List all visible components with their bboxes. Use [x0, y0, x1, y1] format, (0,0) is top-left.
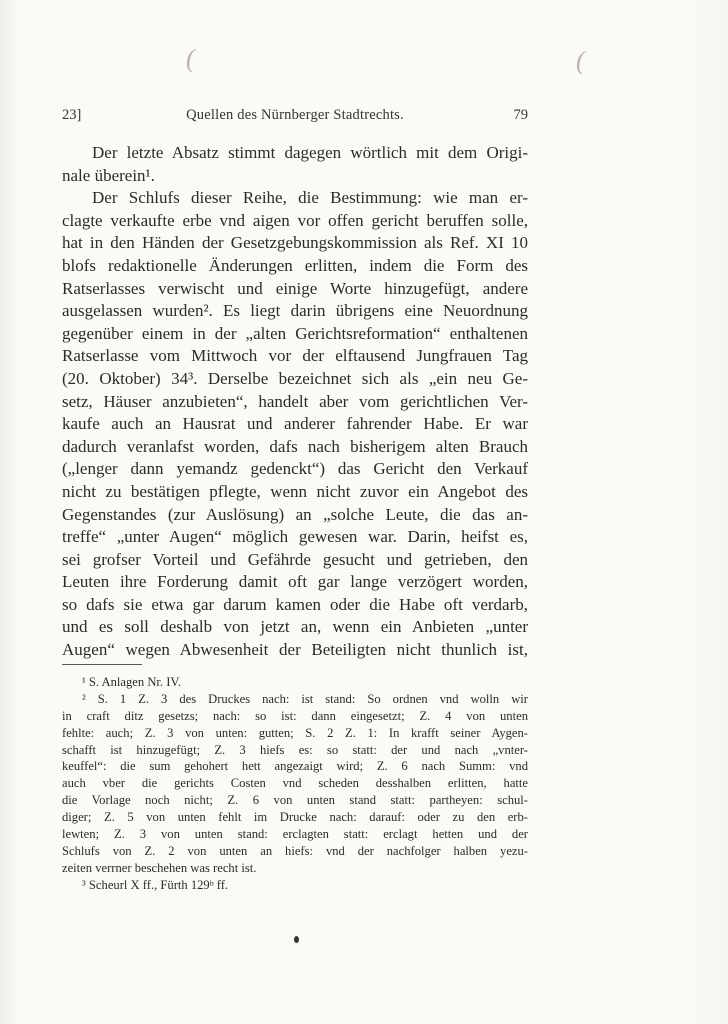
text-line: hat in den Händen der Gesetzgebungskommission als Ref. XI 10 [62, 233, 528, 253]
text-line: Der Schlufs dieser Reihe, die Bestimmung: wie man er- [92, 188, 528, 208]
text-line: ausgelassen wurden². Es liegt darin übrigens eine Neuordnung [62, 301, 528, 321]
page-number: 79 [513, 107, 528, 123]
text-line: sei grofser Vorteil und Gefährde gesucht und getrieben, den [62, 549, 528, 569]
footnotes [62, 674, 528, 894]
text-line: nicht zu bestätigen pflegte, wenn nicht zuvor ein Angebot des [62, 481, 528, 501]
scan-bracket-mark-right: ( [576, 46, 585, 75]
footnote-divider [62, 664, 142, 665]
text-line: Gegenstandes (zur Auslösung) an „solche Leute, die das an- [62, 504, 528, 524]
text-line: dadurch veranlafst worden, dafs nach bisherigem alten Brauch [62, 436, 528, 456]
footnote-line: auch vber die gerichts Costen vnd scheden desshalben erlitten, hatte [62, 776, 528, 791]
ink-spot [294, 936, 299, 943]
main-text [62, 142, 528, 662]
footnote-line: die Vorlage noch nicht; Z. 6 von unten stand statt: partheyen: schul- [62, 793, 528, 808]
section-number: 23] [62, 107, 82, 123]
text-line: Augen“ wegen Abwesenheit der Beteiligten nicht thunlich ist, [62, 640, 528, 660]
footnote-line: zeiten verrner beschehen was recht ist. [62, 860, 257, 875]
footnote-line: ² S. 1 Z. 3 des Druckes nach: ist stand: So ordnen vnd wolln wir [82, 691, 528, 706]
text-line: blofs redaktionelle Änderungen erlitten, indem die Form des [62, 255, 528, 275]
footnote-line: diger; Z. 5 von unten fehlt im Drucke nach: darauf: oder zu den erb- [62, 810, 528, 825]
text-line: setz, Häuser anzubieten“, handelt aber vom gerichtlichen Ver- [62, 391, 528, 411]
scan-bracket-mark-left: ( [186, 44, 195, 73]
text-line: gegenüber einem in der „alten Gerichtsreformation“ enthaltenen [62, 323, 528, 343]
footnote-line: ¹ S. Anlagen Nr. IV. [82, 675, 182, 689]
text-line: clagte verkaufte erbe vnd aigen vor offen gericht beruffen solle, [62, 210, 528, 230]
footnote-line: ³ Scheurl X ff., Fürth 129ᵇ ff. [82, 877, 229, 892]
footnote-line: Schlufs von Z. 2 von unten an hiefs: vnd der nachfolger halben yezu- [62, 843, 528, 858]
running-header [62, 107, 528, 129]
text-line: so dafs sie etwa gar darum kamen oder die Habe oft verdarb, [62, 594, 528, 614]
text-line: Leuten ihre Forderung damit oft gar lange verzögert worden, [62, 572, 528, 592]
text-line: Der letzte Absatz stimmt dagegen wörtlich mit dem Origi- [92, 143, 528, 162]
text-line: (20. Oktober) 34³. Derselbe bezeichnet sich als „ein neu Ge- [62, 368, 528, 388]
running-title: Quellen des Nürnberger Stadtrechts. [186, 107, 404, 123]
text-line: Ratserlasses verwischt und einige Worte hinzugefügt, andere [62, 278, 528, 298]
footnote-line: schafft ist hinzugefügt; Z. 3 hiefs es: so statt: der und nach „vnter- [62, 742, 528, 757]
text-line: kaufe auch an Hausrat und anderer fahrender Habe. Er war [62, 414, 528, 434]
text-line: treffe“ „unter Augen“ möglich gewesen war. Darin, heifst es, [62, 527, 528, 547]
footnote-line: keuffel“: die sum gehohert hett angezaigt wird; Z. 6 nach Summ: vnd [62, 759, 528, 774]
text-line: („lenger dann yemandz gedenckt“) das Gericht den Verkauf [62, 459, 528, 479]
text-line: Ratserlasse vom Mittwoch vor der elftausend Jungfrauen Tag [62, 346, 528, 366]
footnote-line: fehlte: auch; Z. 3 von unten: gutten; S. 2 Z. 1: In krafft seiner Aygen- [62, 725, 528, 740]
text-line: nale überein¹. [62, 165, 155, 185]
footnote-line: in craft ditz gesetzs; nach: so ist: dann eingesetzt; Z. 4 von unten [62, 708, 528, 723]
footnote-line: lewten; Z. 3 von unten stand: erclagten statt: erclagt hetten und der [62, 827, 528, 842]
text-line: und es soll deshalb von jetzt an, wenn ein Anbieten „unter [62, 617, 528, 637]
